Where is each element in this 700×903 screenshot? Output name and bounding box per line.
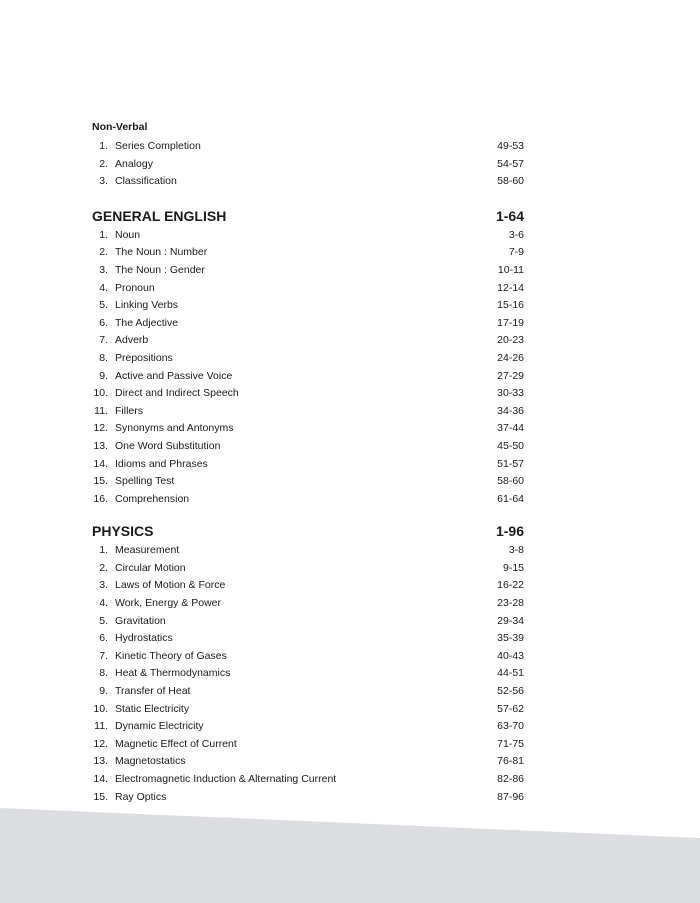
toc-entry-pages: 87-96 bbox=[497, 790, 524, 803]
physics-heading-pages: 1-96 bbox=[495, 523, 524, 540]
toc-entry-number: 1. bbox=[99, 140, 108, 152]
toc-entry-title: Kinetic Theory of Gases bbox=[115, 649, 227, 662]
toc-entry-title: Heat & Thermodynamics bbox=[115, 667, 231, 680]
toc-entry-title: Measurement bbox=[115, 544, 180, 557]
toc-entry-number: 6. bbox=[99, 632, 108, 645]
toc-entry-number: 10. bbox=[93, 702, 108, 715]
toc-entry-pages: 17-19 bbox=[497, 316, 524, 329]
toc-entry-pages: 24-26 bbox=[497, 351, 524, 364]
toc-entry bbox=[92, 683, 524, 701]
toc-entry bbox=[92, 718, 524, 736]
toc-entry-pages: 7-9 bbox=[508, 246, 524, 259]
toc-entry-pages: 54-57 bbox=[497, 157, 524, 170]
toc-entry-title: Electromagnetic Induction & Alternating Current bbox=[115, 773, 337, 785]
nonverbal-heading: Non-Verbal bbox=[92, 121, 148, 133]
physics-heading-title: PHYSICS bbox=[92, 523, 154, 540]
toc-entry-title: Linking Verbs bbox=[115, 299, 179, 312]
toc-entry-number: 16. bbox=[93, 492, 108, 505]
toc-entry-title: The Adjective bbox=[115, 316, 179, 329]
toc-entry bbox=[92, 595, 524, 613]
toc-entry-title: Active and Passive Voice bbox=[115, 369, 233, 382]
toc-entry-title: Circular Motion bbox=[115, 561, 186, 574]
toc-entry-number: 4. bbox=[99, 597, 108, 610]
toc-entry-number: 15. bbox=[93, 475, 108, 488]
toc-entry-pages: 3-8 bbox=[508, 544, 524, 557]
toc-entry-pages: 16-22 bbox=[497, 579, 524, 592]
toc-entry bbox=[92, 385, 524, 403]
toc-entry-number: 2. bbox=[99, 246, 108, 259]
toc-entry-title: Hydrostatics bbox=[115, 632, 173, 645]
toc-entry-number: 14. bbox=[93, 457, 108, 470]
toc-entry-pages: 35-39 bbox=[497, 632, 524, 645]
table-of-contents bbox=[92, 120, 524, 806]
toc-entry-pages: 52-56 bbox=[497, 685, 524, 698]
toc-entry-number: 7. bbox=[99, 334, 108, 347]
toc-entry-pages: 34-36 bbox=[497, 404, 524, 417]
toc-entry-title: Direct and Indirect Speech bbox=[115, 387, 239, 400]
toc-entry bbox=[92, 438, 524, 456]
toc-entry-number: 13. bbox=[93, 755, 108, 768]
toc-entry-title: One Word Substitution bbox=[115, 439, 221, 452]
toc-entry-number: 2. bbox=[99, 157, 108, 170]
toc-entry-title: Adverb bbox=[115, 334, 149, 347]
physics-heading bbox=[92, 521, 524, 541]
toc-entry-pages: 44-51 bbox=[497, 667, 524, 680]
toc-entry-number: 2. bbox=[99, 561, 108, 574]
toc-entry-title: Fillers bbox=[115, 404, 143, 417]
toc-entry-title: Comprehension bbox=[115, 492, 190, 505]
toc-entry bbox=[92, 491, 524, 509]
toc-entry bbox=[92, 753, 524, 771]
toc-entry bbox=[92, 771, 524, 789]
toc-entry-pages: 30-33 bbox=[497, 387, 524, 400]
toc-entry-number: 3. bbox=[99, 175, 108, 188]
toc-entry bbox=[92, 280, 524, 298]
toc-entry bbox=[92, 577, 524, 595]
toc-entry bbox=[92, 244, 524, 262]
toc-entry-number: 9. bbox=[99, 685, 108, 698]
toc-entry-title: Dynamic Electricity bbox=[115, 720, 204, 733]
toc-entry-pages: 76-81 bbox=[497, 755, 524, 768]
toc-entry-number: 8. bbox=[99, 351, 108, 364]
toc-entry-pages: 51-57 bbox=[497, 457, 524, 470]
toc-entry-title: Magnetostatics bbox=[115, 755, 186, 768]
physics-list bbox=[92, 542, 524, 806]
toc-entry bbox=[92, 665, 524, 683]
toc-entry-title: Idioms and Phrases bbox=[115, 457, 208, 470]
toc-entry-title: Work, Energy & Power bbox=[115, 597, 222, 610]
toc-entry-pages: 10-11 bbox=[497, 263, 524, 276]
toc-entry-pages: 23-28 bbox=[497, 597, 524, 610]
toc-entry bbox=[92, 613, 524, 631]
english-heading-pages: 1-64 bbox=[495, 207, 524, 224]
toc-entry-pages: 58-60 bbox=[497, 175, 524, 188]
toc-entry-pages: 82-86 bbox=[497, 773, 524, 785]
nonverbal-list bbox=[92, 138, 524, 191]
toc-entry-title: Laws of Motion & Force bbox=[115, 579, 226, 592]
toc-entry-number: 8. bbox=[99, 667, 108, 680]
toc-entry-number: 12. bbox=[93, 422, 108, 435]
toc-entry-pages: 63-70 bbox=[497, 720, 524, 733]
toc-entry-title: Classification bbox=[115, 175, 177, 188]
toc-entry bbox=[92, 403, 524, 421]
toc-entry-number: 4. bbox=[99, 281, 108, 294]
toc-entry-pages: 3-6 bbox=[508, 228, 524, 241]
toc-entry-pages: 57-62 bbox=[497, 702, 524, 715]
toc-entry-title: Pronoun bbox=[115, 281, 155, 294]
toc-entry-title: The Noun : Gender bbox=[115, 263, 205, 276]
toc-entry-title: Synonyms and Antonyms bbox=[115, 422, 234, 435]
toc-entry-number: 15. bbox=[93, 790, 108, 803]
toc-entry-number: 1. bbox=[99, 544, 108, 557]
toc-entry-number: 9. bbox=[99, 369, 108, 382]
toc-entry-pages: 27-29 bbox=[497, 369, 524, 382]
toc-entry bbox=[92, 262, 524, 280]
toc-entry bbox=[92, 789, 524, 807]
toc-entry-number: 12. bbox=[93, 737, 108, 750]
toc-entry bbox=[92, 368, 524, 386]
toc-entry bbox=[92, 456, 524, 474]
toc-entry-number: 14. bbox=[93, 773, 108, 785]
toc-entry-number: 6. bbox=[99, 316, 108, 329]
toc-entry-pages: 15-16 bbox=[497, 299, 524, 312]
toc-entry-title: Analogy bbox=[115, 157, 153, 170]
toc-entry bbox=[92, 736, 524, 754]
toc-entry bbox=[92, 138, 524, 156]
toc-entry bbox=[92, 473, 524, 491]
toc-entry-number: 13. bbox=[93, 439, 108, 452]
toc-entry bbox=[92, 156, 524, 174]
toc-entry-title: Magnetic Effect of Current bbox=[115, 737, 237, 750]
toc-entry-title: Ray Optics bbox=[115, 790, 167, 803]
toc-entry-pages: 37-44 bbox=[497, 422, 524, 435]
english-heading bbox=[92, 206, 524, 226]
toc-entry-title: Gravitation bbox=[115, 614, 166, 627]
toc-entry-number: 10. bbox=[93, 387, 108, 400]
toc-entry-title: Transfer of Heat bbox=[115, 685, 191, 698]
toc-entry bbox=[92, 648, 524, 666]
toc-entry bbox=[92, 350, 524, 368]
toc-entry-number: 5. bbox=[99, 299, 108, 312]
toc-entry-number: 5. bbox=[99, 614, 108, 627]
toc-entry bbox=[92, 630, 524, 648]
toc-entry bbox=[92, 297, 524, 315]
toc-entry-title: Static Electricity bbox=[115, 702, 190, 715]
toc-entry-number: 11. bbox=[94, 404, 108, 417]
english-list bbox=[92, 227, 524, 509]
toc-entry bbox=[92, 315, 524, 333]
toc-entry-pages: 9-15 bbox=[502, 561, 524, 574]
toc-entry-pages: 71-75 bbox=[497, 737, 524, 750]
toc-entry bbox=[92, 420, 524, 438]
toc-entry-pages: 58-60 bbox=[497, 475, 524, 488]
toc-entry bbox=[92, 701, 524, 719]
toc-entry-title: Spelling Test bbox=[115, 475, 175, 488]
toc-entry bbox=[92, 173, 524, 191]
toc-entry-title: Noun bbox=[115, 228, 141, 241]
toc-entry-pages: 12-14 bbox=[497, 281, 524, 294]
toc-entry bbox=[92, 560, 524, 578]
toc-entry bbox=[92, 227, 524, 245]
toc-entry-title: Series Completion bbox=[115, 140, 201, 152]
toc-entry bbox=[92, 332, 524, 350]
english-heading-title: GENERAL ENGLISH bbox=[92, 207, 227, 224]
toc-entry-title: Prepositions bbox=[115, 351, 173, 364]
toc-entry-title: The Noun : Number bbox=[115, 246, 208, 259]
toc-entry-pages: 29-34 bbox=[497, 614, 524, 627]
toc-entry-pages: 49-53 bbox=[497, 140, 524, 152]
toc-entry-number: 3. bbox=[99, 263, 108, 276]
toc-entry-number: 11. bbox=[94, 720, 108, 733]
toc-entry-number: 7. bbox=[99, 649, 108, 662]
toc-entry-pages: 40-43 bbox=[497, 649, 524, 662]
toc-entry-pages: 20-23 bbox=[497, 334, 524, 347]
toc-entry bbox=[92, 542, 524, 560]
toc-entry-number: 1. bbox=[99, 228, 108, 241]
toc-entry-pages: 45-50 bbox=[497, 439, 524, 452]
toc-entry-pages: 61-64 bbox=[497, 492, 524, 505]
toc-entry-number: 3. bbox=[99, 579, 108, 592]
